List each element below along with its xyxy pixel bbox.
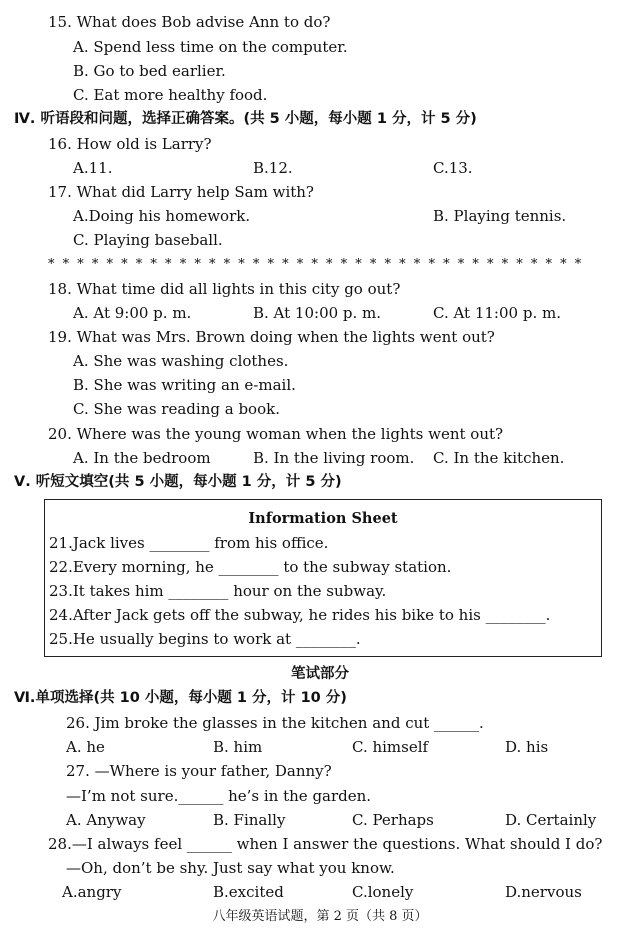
info-item-25: 25.He usually begins to work at ________.	[49, 630, 361, 648]
q15-option-a: A. Spend less time on the computer.	[73, 38, 348, 56]
q16-option-a: A.11.	[73, 159, 113, 177]
q18-option-b: B. At 10:00 p. m.	[253, 304, 382, 322]
q28-options-row	[0, 882, 640, 902]
question-26: 26. Jim broke the glasses in the kitchen and cut ______.	[66, 714, 484, 732]
question-15: 15. What does Bob advise Ann to do?	[48, 13, 331, 31]
q19-option-a: A. She was washing clothes.	[73, 352, 289, 370]
info-item-24: 24.After Jack gets off the subway, he rides his bike to his ________.	[49, 606, 551, 624]
question-28-line-1: 28.—I always feel ______ when I answer the questions. What should I do?	[48, 835, 603, 853]
q27-option-c: C. Perhaps	[352, 811, 434, 829]
q16-options-row	[0, 158, 640, 178]
q26-option-d: D. his	[505, 738, 549, 756]
q19-option-b: B. She was writing an e-mail.	[73, 376, 296, 394]
info-item-23: 23.It takes him ________ hour on the subway.	[49, 582, 387, 600]
q17-option-b: B. Playing tennis.	[433, 207, 567, 225]
question-18: 18. What time did all lights in this city go out?	[48, 280, 401, 298]
information-sheet-box	[44, 499, 602, 657]
info-item-21: 21.Jack lives ________ from his office.	[49, 534, 329, 552]
q19-option-c: C. She was reading a book.	[73, 400, 280, 418]
section-5-heading: Ⅴ. 听短文填空(共 5 小题，每小题 1 分，计 5 分)	[14, 474, 342, 490]
q27-option-b: B. Finally	[213, 811, 286, 829]
question-27-line-2: —I’m not sure.______ he’s in the garden.	[66, 787, 372, 805]
q27-option-d: D. Certainly	[505, 811, 597, 829]
q27-options-row	[0, 810, 640, 830]
q17-option-c: C. Playing baseball.	[73, 231, 223, 249]
q17-option-a: A.Doing his homework.	[73, 207, 251, 225]
q17-options-row	[0, 206, 640, 226]
section-6-heading: Ⅵ.单项选择(共 10 小题，每小题 1 分，计 10 分)	[14, 690, 347, 706]
q28-option-c: C.lonely	[352, 883, 414, 901]
info-item-22: 22.Every morning, he ________ to the subway station.	[49, 558, 452, 576]
question-28-line-2: —Oh, don’t be shy. Just say what you know.	[66, 859, 395, 877]
page-footer: 八年级英语试题，第 2 页（共 8 页）	[212, 909, 428, 924]
q26-option-c: C. himself	[352, 738, 429, 756]
star-separator: * * * * * * * * * * * * * * * * * * * * * * * * * * * * * * * * * * * * *	[48, 257, 584, 272]
information-sheet-title: Information Sheet	[248, 510, 398, 527]
q20-options-row	[0, 448, 640, 468]
q26-option-a: A. he	[66, 738, 105, 756]
question-19: 19. What was Mrs. Brown doing when the lights went out?	[48, 328, 495, 346]
q18-option-a: A. At 9:00 p. m.	[73, 304, 192, 322]
q28-option-a: A.angry	[62, 883, 122, 901]
q27-option-a: A. Anyway	[66, 811, 146, 829]
section-4-heading: Ⅳ. 听语段和问题，选择正确答案。(共 5 小题，每小题 1 分，计 5 分)	[14, 111, 477, 127]
q26-options-row	[0, 737, 640, 757]
q28-option-d: D.nervous	[505, 883, 582, 901]
q16-option-c: C.13.	[433, 159, 473, 177]
q20-option-b: B. In the living room.	[253, 449, 415, 467]
question-27-line-1: 27. —Where is your father, Danny?	[66, 762, 332, 780]
q26-option-b: B. him	[213, 738, 263, 756]
question-17: 17. What did Larry help Sam with?	[48, 183, 314, 201]
q16-option-b: B.12.	[253, 159, 293, 177]
q20-option-c: C. In the kitchen.	[433, 449, 565, 467]
q20-option-a: A. In the bedroom	[73, 449, 211, 467]
q28-option-b: B.excited	[213, 883, 284, 901]
written-part-heading: 笔试部分	[291, 666, 349, 682]
q18-option-c: C. At 11:00 p. m.	[433, 304, 561, 322]
question-16: 16. How old is Larry?	[48, 135, 212, 153]
q18-options-row	[0, 303, 640, 323]
q15-option-b: B. Go to bed earlier.	[73, 62, 226, 80]
question-20: 20. Where was the young woman when the lights went out?	[48, 425, 504, 443]
q15-option-c: C. Eat more healthy food.	[73, 86, 268, 104]
